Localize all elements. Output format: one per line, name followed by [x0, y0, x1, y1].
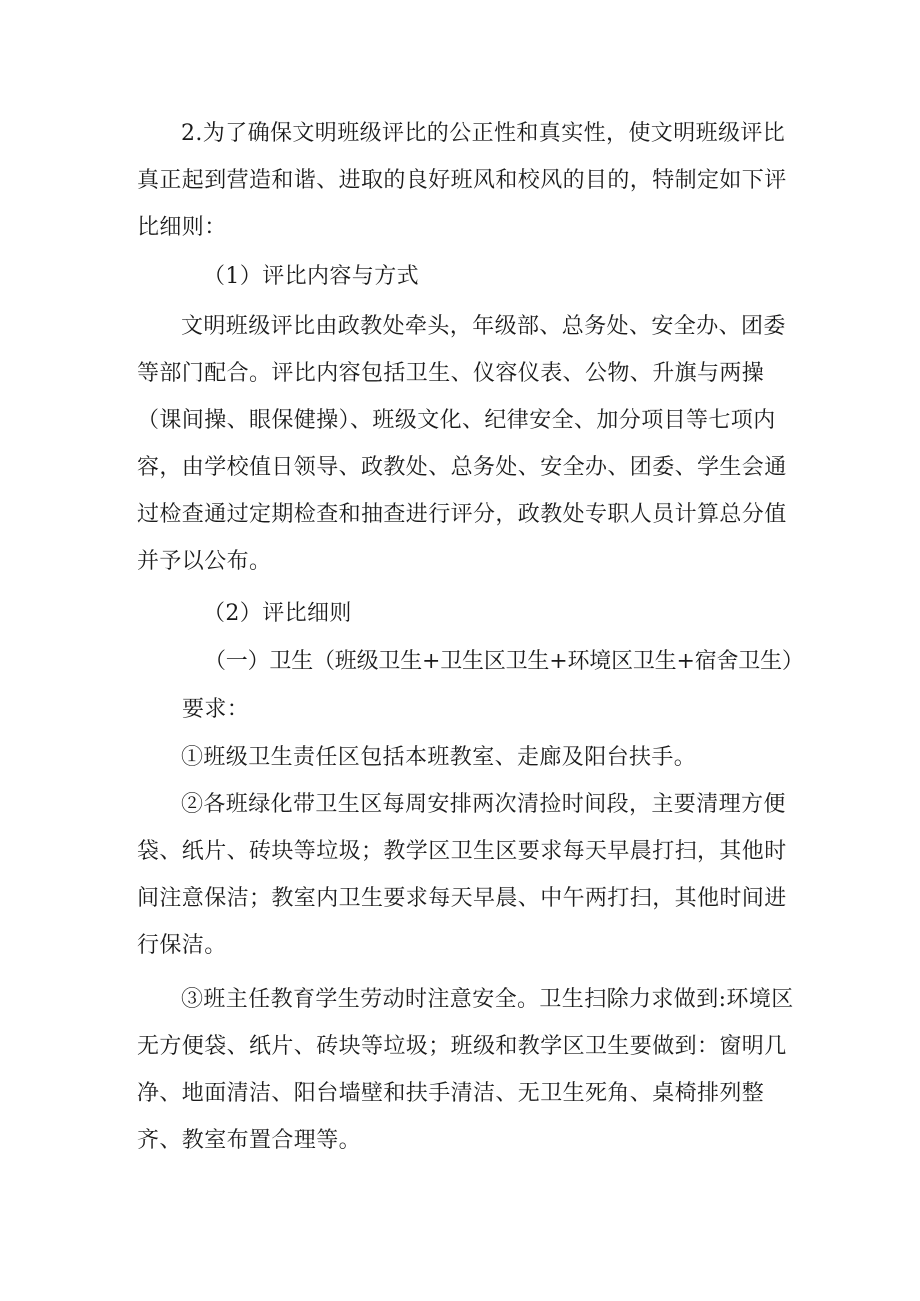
label-requirements: 要求： [182, 697, 250, 722]
paragraph-requirement-1: ①班级卫生责任区包括本班教室、走廊及阳台扶手。 [181, 745, 697, 770]
paragraph-evaluation-content: 文明班级评比由政教处牵头，年级部、总务处、安全办、团委等部门配合。评比内容包括卫生、仪容仪表、公物、升旗与两操（课间操、眼保健操）、班级文化、纪律安全、加分项目等七项内容，由学校值日领导、政教处、总务处、安全办、团委、学生会通过检查通过定期检查和抽查进行评分，政教处专职人员计算总分值并予以公布。 [137, 314, 787, 574]
heading-evaluation-rules: （2）评比细则 [203, 601, 352, 626]
paragraph-evaluation-purpose: 2.为了确保文明班级评比的公正性和真实性，使文明班级评比真正起到营造和谐、进取的良好班风和校风的目的，特制定如下评比细则： [137, 121, 787, 240]
paragraph-requirement-3: ③班主任教育学生劳动时注意安全。卫生扫除力求做到:环境区无方便袋、纸片、砖块等垃圾；班级和教学区卫生要做到：窗明几净、地面清洁、阳台墙壁和扶手清洁、无卫生死角、桌椅排列整齐、教室布置合理等。 [137, 987, 794, 1153]
heading-hygiene: （一）卫生（班级卫生+卫生区卫生+环境区卫生+宿舍卫生） [204, 649, 804, 674]
paragraph-requirement-2: ②各班绿化带卫生区每周安排两次清捡时间段，主要清理方便袋、纸片、砖块等垃圾；教学区卫生区要求每天早晨打扫，其他时间注意保洁；教室内卫生要求每天早晨、中午两打扫，其他时间进行保洁。 [137, 792, 787, 958]
heading-evaluation-content-method: （1）评比内容与方式 [203, 264, 419, 289]
